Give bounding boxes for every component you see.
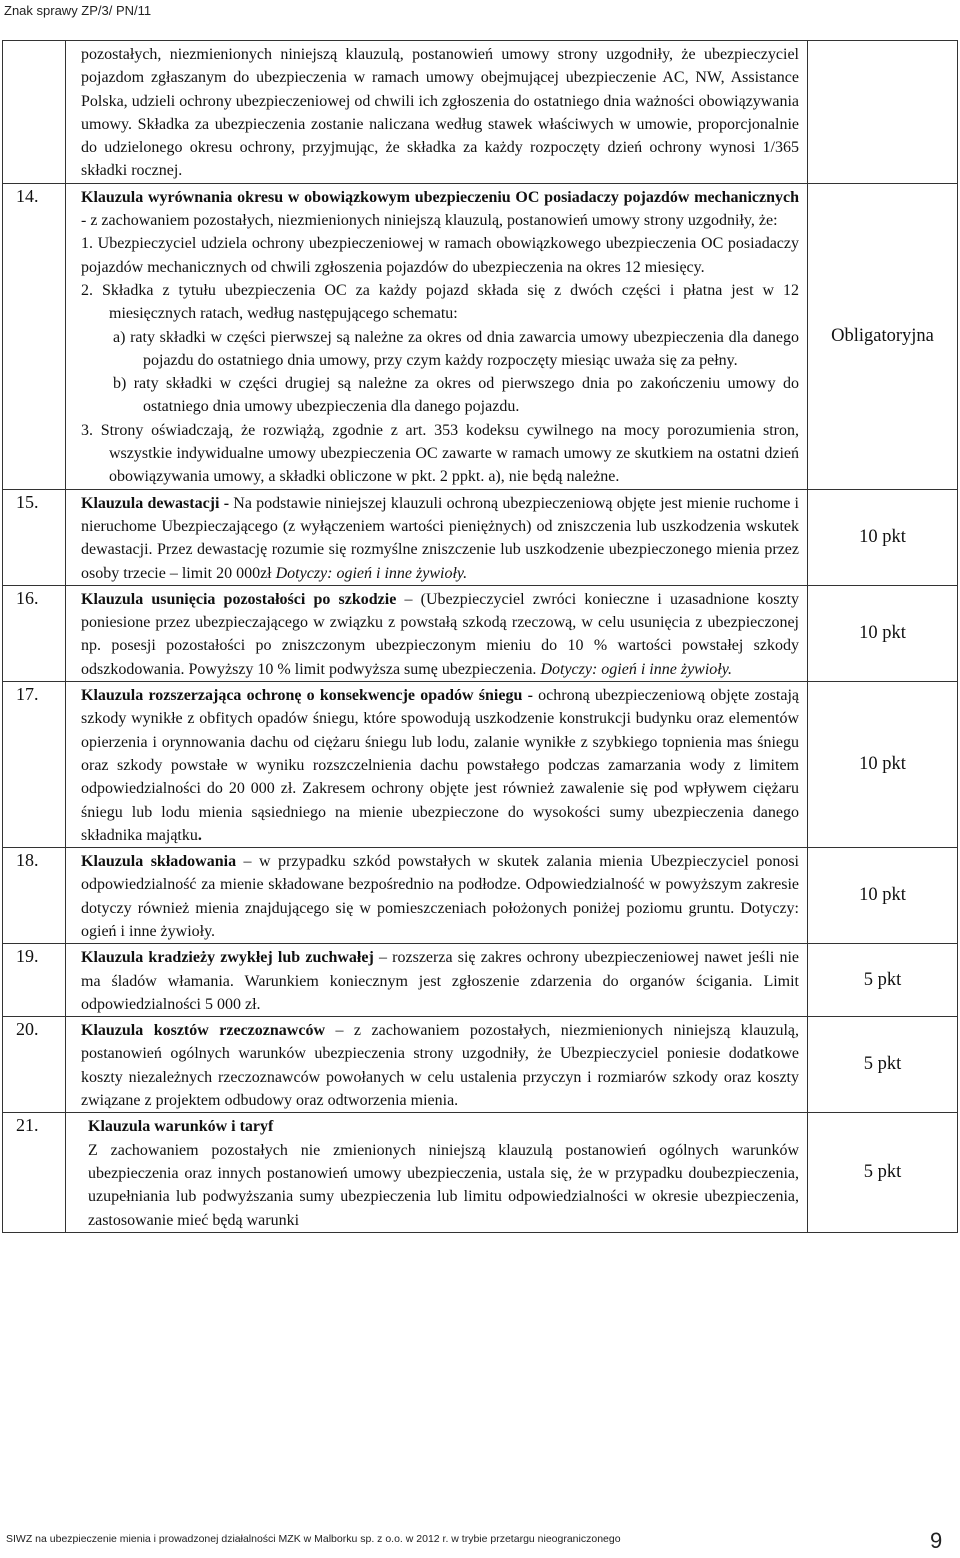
clauses-table — [2, 40, 958, 1233]
row-number: 16. — [3, 585, 66, 681]
row-number: 20. — [3, 1017, 66, 1113]
row-score: 10 pkt — [808, 848, 958, 944]
row-number: 15. — [3, 489, 66, 585]
row-number: 19. — [3, 944, 66, 1017]
clause-text: Z zachowaniem pozostałych nie zmienionych niniejszą klauzulą postanowień ogólnych warunków ubezpieczenia oraz innych postanowień umowy ubezpieczenia, ustala się, że w przypadku doubezpieczenia, uzupełniania lub podwyższania sumy ubezpieczenia lub limitu odpowiedzialności w okresie ubezpieczenia, zastosowanie mieć będą warunki — [88, 1141, 799, 1229]
row-body — [66, 41, 808, 184]
row-body — [66, 1017, 808, 1113]
table-row — [3, 1017, 958, 1113]
row-body — [66, 682, 808, 848]
clause-text: - z zachowaniem pozostałych, niezmienionych niniejszą klauzulą, postanowień umowy strony uzgodniły, że: — [81, 212, 778, 230]
clause-end: . — [197, 826, 202, 844]
clause-text: pozostałych, niezmienionych niniejszą klauzulą, postanowień umowy strony uzgodniły, że ubezpieczyciel pojazdom zgłaszanym do ubezpieczenia w ramach umowy obejmującej ubezpieczenie AC, NW, Assistance Polska, udzieli ochrony ubezpieczeniowej od chwili ich zgłoszenia do ostatniego dnia ważności obowiązywania umowy. Składka za ubezpieczenia zostanie naliczana według stawek właściwych w umowie, proporcjonalnie do udzielonego okresu ochrony, przyjmując, że składka za każdy rozpoczęty dzień ochrony wynosi 1/365 składki rocznej. — [81, 46, 799, 180]
row-score: Obligatoryjna — [808, 183, 958, 489]
row-body — [66, 183, 808, 489]
clause-paragraph — [81, 946, 799, 1016]
table-row — [3, 1113, 958, 1232]
clause-text: – z zachowaniem pozostałych, niezmienionych niniejszą klauzulą, postanowień ogólnych warunków ubezpieczenia strony uzgodniły, że Ubezpieczyciel poniesie dodatkowe koszty niezależnych rzeczoznawców powołanych w celu ustalenia przyczyn i rozmiarów szkody oraz koszty związane z projektem odbudowy oraz odtworzenia mienia. — [81, 1022, 799, 1110]
document-header: Znak sprawy ZP/3/ PN/11 — [4, 3, 152, 18]
row-score: 10 pkt — [808, 489, 958, 585]
clause-paragraph — [81, 850, 799, 943]
clause-title: Klauzula kradzieży zwykłej lub zuchwałej — [81, 949, 374, 967]
clause-title: Klauzula rozszerzająca ochronę o konsekwencje opadów śniegu - — [81, 687, 533, 705]
table-row — [3, 848, 958, 944]
table-row — [3, 944, 958, 1017]
row-body — [66, 848, 808, 944]
clause-title: Klauzula wyrównania okresu w obowiązkowym ubezpieczeniu OC posiadaczy pojazdów mechanicznych — [81, 188, 799, 206]
clause-title: Klauzula dewastacji - — [81, 494, 230, 512]
row-score: 5 pkt — [808, 944, 958, 1017]
clause-text: Na podstawie niniejszej klauzuli ochroną ubezpieczeniową objęte jest mienie ruchome i nieruchome Ubezpieczającego (z wyłączeniem wartości pieniężnych) od zniszczenia lub uszkodzenia wskutek dewastacji. Przez dewastację rozumie się rozmyślne zniszczenie lub uszkodzenie ubezpieczonego mienia przez osoby trzecie – limit 20 000zł — [81, 494, 800, 582]
row-score: 10 pkt — [808, 585, 958, 681]
table-row — [3, 585, 958, 681]
clause-paragraph — [81, 588, 799, 681]
row-body — [66, 1113, 808, 1232]
row-number: 18. — [3, 848, 66, 944]
clause-point-3: 3. Strony oświadczają, że rozwiążą, zgodnie z art. 353 kodeksu cywilnego na mocy porozumienia stron, wszystkie indywidualne umowy ubezpieczenia OC zawarte w ramach umowy ze skutkiem na ostatni dzień obowiązywania umowy, a składki obliczone w pkt. 2 ppkt. a), nie będą należne. — [81, 421, 799, 486]
row-number: 14. — [3, 183, 66, 489]
document-footer: SIWZ na ubezpieczenie mienia i prowadzonej działalności MZK w Malborku sp. z o.o. w 2012 r. w trybie przetargu nieograniczonego — [6, 1533, 621, 1545]
row-body — [66, 944, 808, 1017]
clause-point-1: 1. Ubezpieczyciel udziela ochrony ubezpieczeniowej w ramach obowiązkowego ubezpieczenia OC posiadaczy pojazdów mechanicznych od chwili zgłoszenia pojazdów do ubezpieczenia na okres 12 miesięcy. — [81, 235, 799, 276]
clause-point-2b: b) raty składki w części drugiej są należne za okres od pierwszego dnia po zakończeniu umowy do ostatniego dnia umowy ubezpieczenia dla danego pojazdu. — [113, 375, 799, 416]
clause-title: Klauzula warunków i taryf — [88, 1118, 274, 1136]
row-body — [66, 585, 808, 681]
page-number: 9 — [930, 1528, 943, 1553]
clause-text: – rozszerza się zakres ochrony ubezpieczeniowej nawet jeśli nie ma śladów włamania. Warunkiem koniecznym jest zgłoszenie zdarzenia do organów ścigania. Limit odpowiedzialności 5 000 zł. — [81, 949, 800, 1013]
row-score — [808, 41, 958, 184]
row-score: 5 pkt — [808, 1017, 958, 1113]
clause-point-2: 2. Składka z tytułu ubezpieczenia OC za każdy pojazd składa się z dwóch części i płatna jest w 12 miesięcznych ratach, według następującego schematu: — [81, 281, 799, 323]
table-row — [3, 183, 958, 489]
clause-text: ochroną ubezpieczeniową objęte zostają szkody wynikłe z obfitych opadów śniegu, które spowodują uszkodzenie konstrukcji budynku oraz elementów opierzenia i orynnowania dachu od ciężaru śniegu lub lodu, zalanie wynikłe z szybkiego topnienia mas śniegu oraz szkody powstałe w wyniku rozszczelnienia dachu powstałego podczas zamarzania wody z limitem odpowiedzialności do 20 000 zł. Zakresem ochrony objęte jest również zawalenie się pod wpływem ciężaru śniegu lub lodu mienia sąsiedniego na mienie ubezpieczone do wysokości sumy ubezpieczenia danego składnika majątku — [81, 687, 799, 844]
clause-intro — [81, 186, 799, 233]
clause-text: – (Ubezpieczyciel zwróci konieczne i uzasadnione koszty poniesione przez ubezpieczającego w związku z powstałą szkodą rzeczową, w celu usunięcia z ubezpieczonej np. posesji pozostałości po zniszczonym ubezpieczonym mieniu do 10 % wartości powstałej szkody odszkodowania. Powyższy 10 % limit podwyższa sumę ubezpieczenia. — [81, 590, 799, 678]
clause-title: Klauzula składowania — [81, 853, 237, 871]
clause-point-2a: a) raty składki w części pierwszej są należne za okres od dnia zawarcia umowy ubezpieczenia dla danego pojazdu do ostatniego dnia umowy, przy czym każdy rozpoczęty miesiąc uważa się za pełny. — [113, 328, 799, 369]
clause-title: Klauzula usunięcia pozostałości po szkodzie — [81, 590, 397, 608]
row-score: 10 pkt — [808, 682, 958, 848]
clause-scope: Dotyczy: ogień i inne żywioły. — [275, 564, 468, 582]
clause-title: Klauzula kosztów rzeczoznawców — [81, 1022, 325, 1040]
row-number: 21. — [3, 1113, 66, 1232]
clause-text: – w przypadku szkód powstałych w skutek zalania mienia Ubezpieczyciel ponosi odpowiedzialność za mienie składowane bezpośrednio na podłodze. Odpowiedzialność w powyższym zakresie dotyczy również mienia znajdującego się w pomieszczeniach położonych poniżej poziomu gruntu. Dotyczy: ogień i inne żywioły. — [81, 853, 799, 940]
row-body — [66, 489, 808, 585]
clause-paragraph — [81, 684, 799, 847]
table-row — [3, 682, 958, 848]
row-score: 5 pkt — [808, 1113, 958, 1232]
clause-paragraph — [81, 492, 799, 585]
clause-scope: Dotyczy: ogień i inne żywioły. — [540, 660, 732, 678]
table-row — [3, 489, 958, 585]
clause-paragraph — [81, 1019, 799, 1112]
row-number: 17. — [3, 682, 66, 848]
table-row — [3, 41, 958, 184]
row-number — [3, 41, 66, 184]
